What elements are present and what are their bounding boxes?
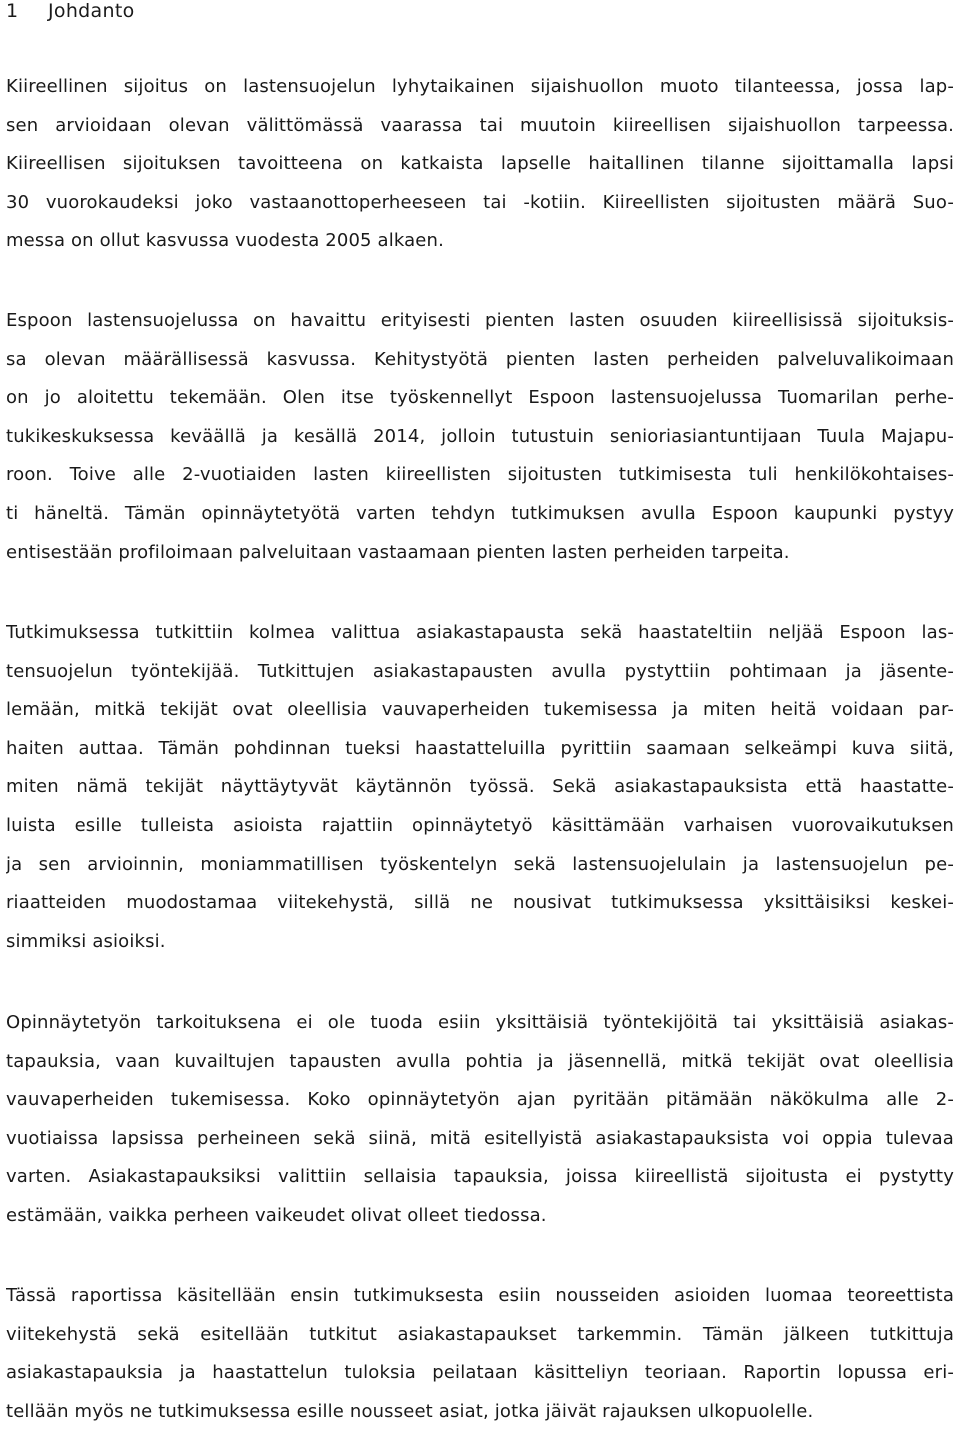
text-line: tapauksia, vaan kuvailtujen tapausten avulla pohtia ja jäsennellä, mitkä tekijät ovat oleellisia (6, 1050, 954, 1072)
text-line: varten. Asiakastapauksiksi valittiin sellaisia tapauksia, joissa kiireellistä sijoitusta ei pystytty (6, 1166, 954, 1188)
chapter-heading (6, 0, 135, 22)
chapter-title: Johdanto (48, 0, 135, 22)
text-line: haiten auttaa. Tämän pohdinnan tueksi haastatteluilla pyrittiin saamaan selkeämpi kuva siitä, (6, 737, 954, 759)
paragraph-intro (6, 68, 954, 261)
text-line: Kiireellisen sijoituksen tavoitteena on katkaista lapselle haitallinen tilanne sijoittamalla lapsi (6, 153, 954, 175)
text-line: Kiireellinen sijoitus on lastensuojelun lyhytaikainen sijaishuollon muoto tilanteessa, jossa lap- (6, 76, 954, 97)
text-line: viitekehystä sekä esitellään tutkitut asiakastapaukset tarkemmin. Tämän jälkeen tutkittuja (6, 1323, 954, 1345)
text-line: Tässä raportissa käsitellään ensin tutkimuksesta esiin nousseiden asioiden luomaa teoreettista (6, 1285, 954, 1306)
text-line: vuotiaissa lapsissa perheineen sekä siinä, mitä esitellyistä asiakastapauksista voi oppia tulevaa (6, 1127, 954, 1149)
text-line: Tutkimuksessa tutkittiin kolmea valittua asiakastapausta sekä haastateltiin neljää Espoon las- (6, 622, 954, 643)
text-line: lemään, mitkä tekijät ovat oleellisia vauvaperheiden tukemisessa ja miten heitä voidaan par- (6, 699, 954, 721)
text-line: ja sen arvioinnin, moniammatillisen työskentelyn sekä lastensuojelulain ja lastensuojelun pe- (6, 853, 954, 875)
text-line: riaatteiden muodostamaa viitekehystä, sillä ne nousivat tutkimuksessa yksittäisiksi keskei- (6, 892, 954, 914)
text-line: Espoon lastensuojelussa on havaittu erityisesti pienten lasten osuuden kiireellisissä sijoituksis- (6, 310, 954, 331)
text-line: vauvaperheiden tukemisessa. Koko opinnäytetyön ajan pyritään pitämään näkökulma alle 2- (6, 1089, 954, 1111)
text-line: asiakastapauksia ja haastattelun tuloksia peilataan käsitteliyn teoriaan. Raportin lopussa eri- (6, 1362, 954, 1384)
text-line: 30 vuorokaudeksi joko vastaanottoperheeseen tai -kotiin. Kiireellisten sijoitusten määrä Suo- (6, 191, 954, 213)
paragraph-purpose (6, 1004, 954, 1236)
text-line: estämään, vaikka perheen vaikeudet olivat olleet tiedossa. (6, 1204, 547, 1226)
text-line: tukikeskuksessa keväällä ja kesällä 2014, jolloin tutustuin senioriasiantuntijaan Tuula Majapu- (6, 425, 954, 447)
text-line: on jo aloitettu tekemään. Olen itse työskennellyt Espoon lastensuojelussa Tuomarilan perhe- (6, 387, 954, 409)
text-line: ti häneltä. Tämän opinnäytetyötä varten tehdyn tutkimuksen avulla Espoon kaupunki pystyy (6, 502, 954, 524)
paragraph-research-method (6, 614, 954, 961)
text-line: luista esille tulleista asioista rajattiin opinnäytetyö käsittämään varhaisen vuorovaikutuksen (6, 814, 954, 836)
text-line: roon. Toive alle 2-vuotiaiden lasten kiireellisten sijoitusten tutkimisesta tuli henkilökohtaises- (6, 464, 954, 486)
text-line: miten nämä tekijät näyttäytyvät käytännön työssä. Sekä asiakastapauksista että haastatte- (6, 776, 954, 798)
text-line: entisestään profiloimaan palveluitaan vastaamaan pienten lasten perheiden tarpeita. (6, 541, 790, 563)
text-line: Opinnäytetyön tarkoituksena ei ole tuoda esiin yksittäisiä työntekijöitä tai yksittäisiä asiakas- (6, 1012, 954, 1033)
text-line: messa on ollut kasvussa vuodesta 2005 alkaen. (6, 230, 444, 252)
text-line: sen arvioidaan olevan välittömässä vaarassa tai muutoin kiireellisen sijaishuollon tarpeessa. (6, 114, 954, 136)
paragraph-report-structure (6, 1277, 954, 1431)
text-line: tellään myös ne tutkimuksessa esille nousseet asiat, jotka jäivät rajauksen ulkopuolelle. (6, 1400, 814, 1422)
text-line: simmiksi asioiksi. (6, 930, 166, 952)
paragraph-espoo-background (6, 302, 954, 572)
chapter-number: 1 (6, 0, 19, 22)
text-line: tensuojelun työntekijää. Tutkittujen asiakastapausten avulla pystyttiin pohtimaan ja jäsente- (6, 660, 954, 682)
text-line: sa olevan määrällisessä kasvussa. Kehitystyötä pienten lasten perheiden palveluvalikoimaan (6, 348, 954, 370)
